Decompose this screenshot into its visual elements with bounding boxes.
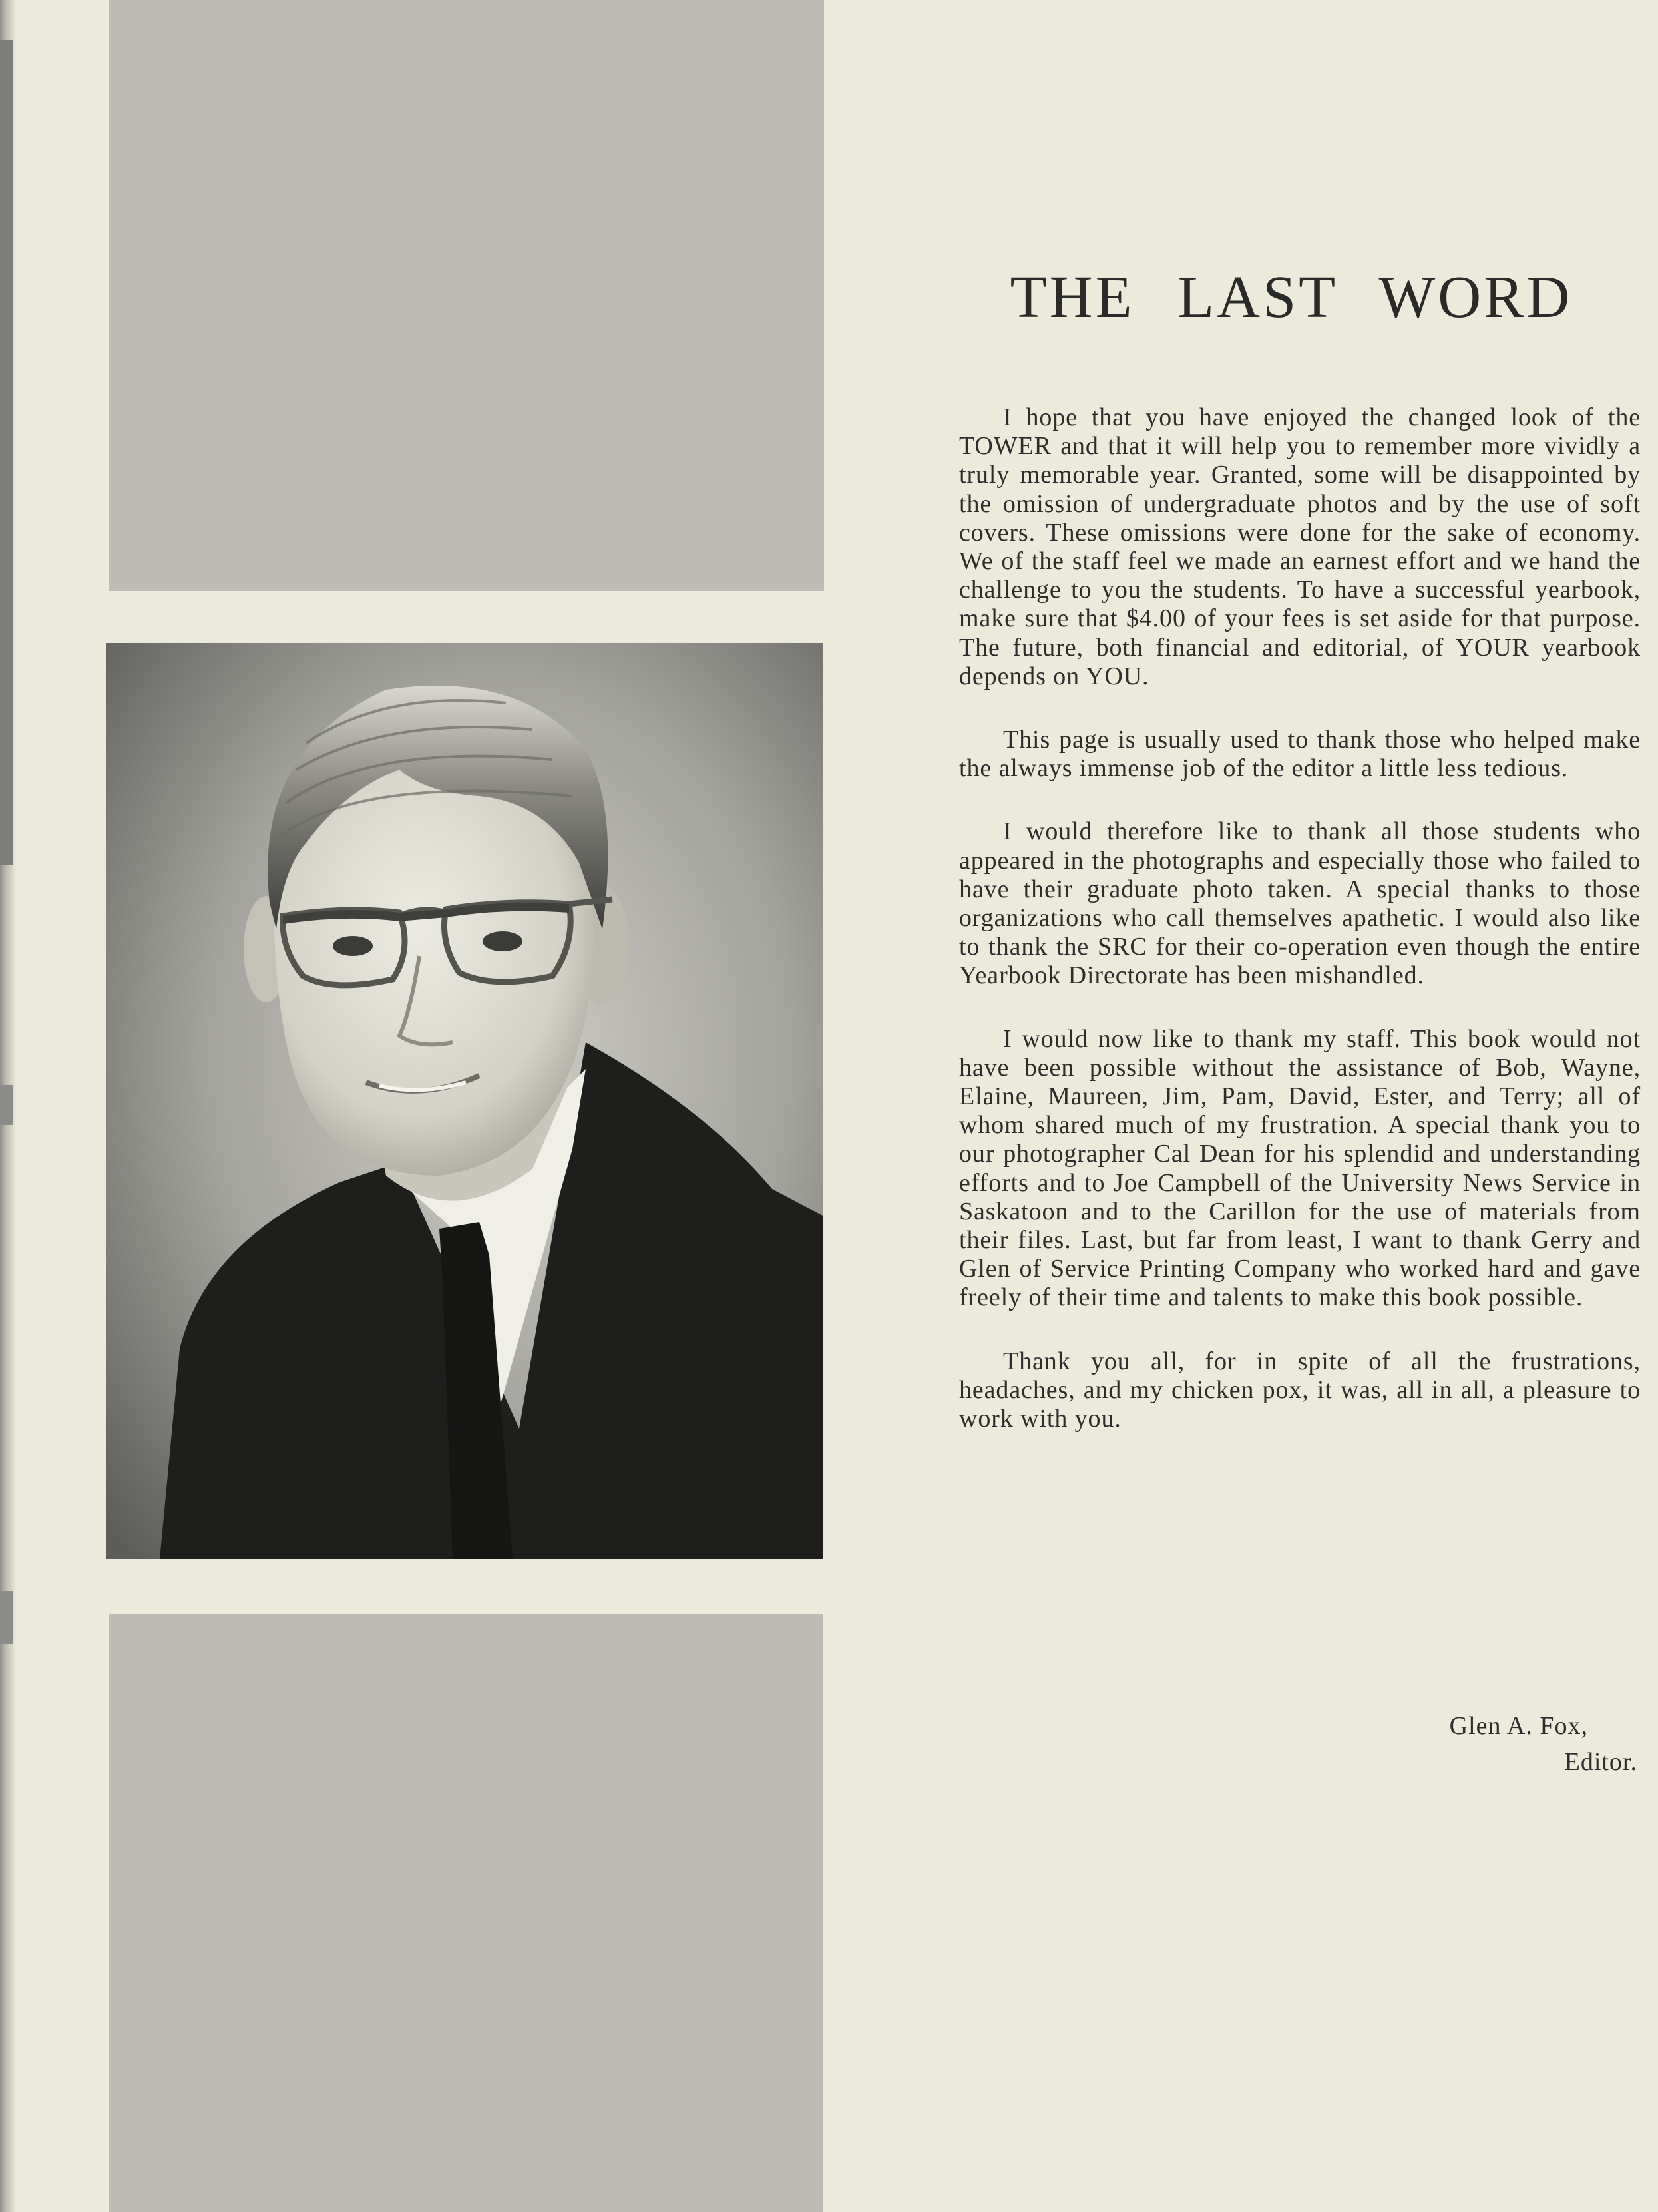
page-edge-mark [0,1591,13,1644]
portrait-photo [106,643,823,1559]
paragraph: I would now like to thank my staff. This book would not have been possible without the assistance of Bob, Wayne, Elaine, Maureen, Jim, Pam, David, Ester, and Terry; all of whom shared much of my frustration. A special thank you to our photographer Cal Dean for his splendid and understanding efforts and to Joe Campbell of the University News Service in Saskatoon and to the Carillon for the use of materials from their files. Last, but far from least, I want to thank Gerry and Glen of Service Printing Company who worked hard and gave freely of their time and talents to make this book possible. [959,1024,1641,1312]
paragraph: I would therefore like to thank all those students who appeared in the photographs and especially those who failed to have their graduate photo taken. A special thanks to those organizations who call themselves apathetic. I would also like to thank the SRC for their co-operation even though the entire Yearbook Directorate has been mishandled. [959,817,1641,990]
signature-block [1265,1708,1637,1780]
gray-panel-bottom [109,1614,823,2212]
editorial-text [959,403,1641,1468]
page-edge-mark [0,1085,13,1125]
paragraph: Thank you all, for in spite of all the frustrations, headaches, and my chicken pox, it was, all in all, a pleasure to work with you. [959,1347,1641,1433]
page-edge-shadow [0,40,13,865]
gray-panel-top [109,0,824,591]
page-title: THE LAST WORD [1010,264,1573,330]
paragraph: This page is usually used to thank those who helped make the always immense job of the editor a little less tedious. [959,726,1641,783]
paragraph: I hope that you have enjoyed the changed look of the TOWER and that it will help you to remember more vividly a truly memorable year. Granted, some will be disappointed by the omission of undergraduate photos and by the use of soft covers. These omissions were done for the sake of economy. We of the staff feel we made an earnest effort and we hand the challenge to you the students. To have a successful yearbook, make sure that $4.00 of your fees is set aside for that purpose. The future, both financial and editorial, of YOUR yearbook depends on YOU. [959,403,1641,690]
signature-name: Glen A. Fox, [1449,1712,1588,1740]
signature-role: Editor. [1564,1748,1637,1776]
